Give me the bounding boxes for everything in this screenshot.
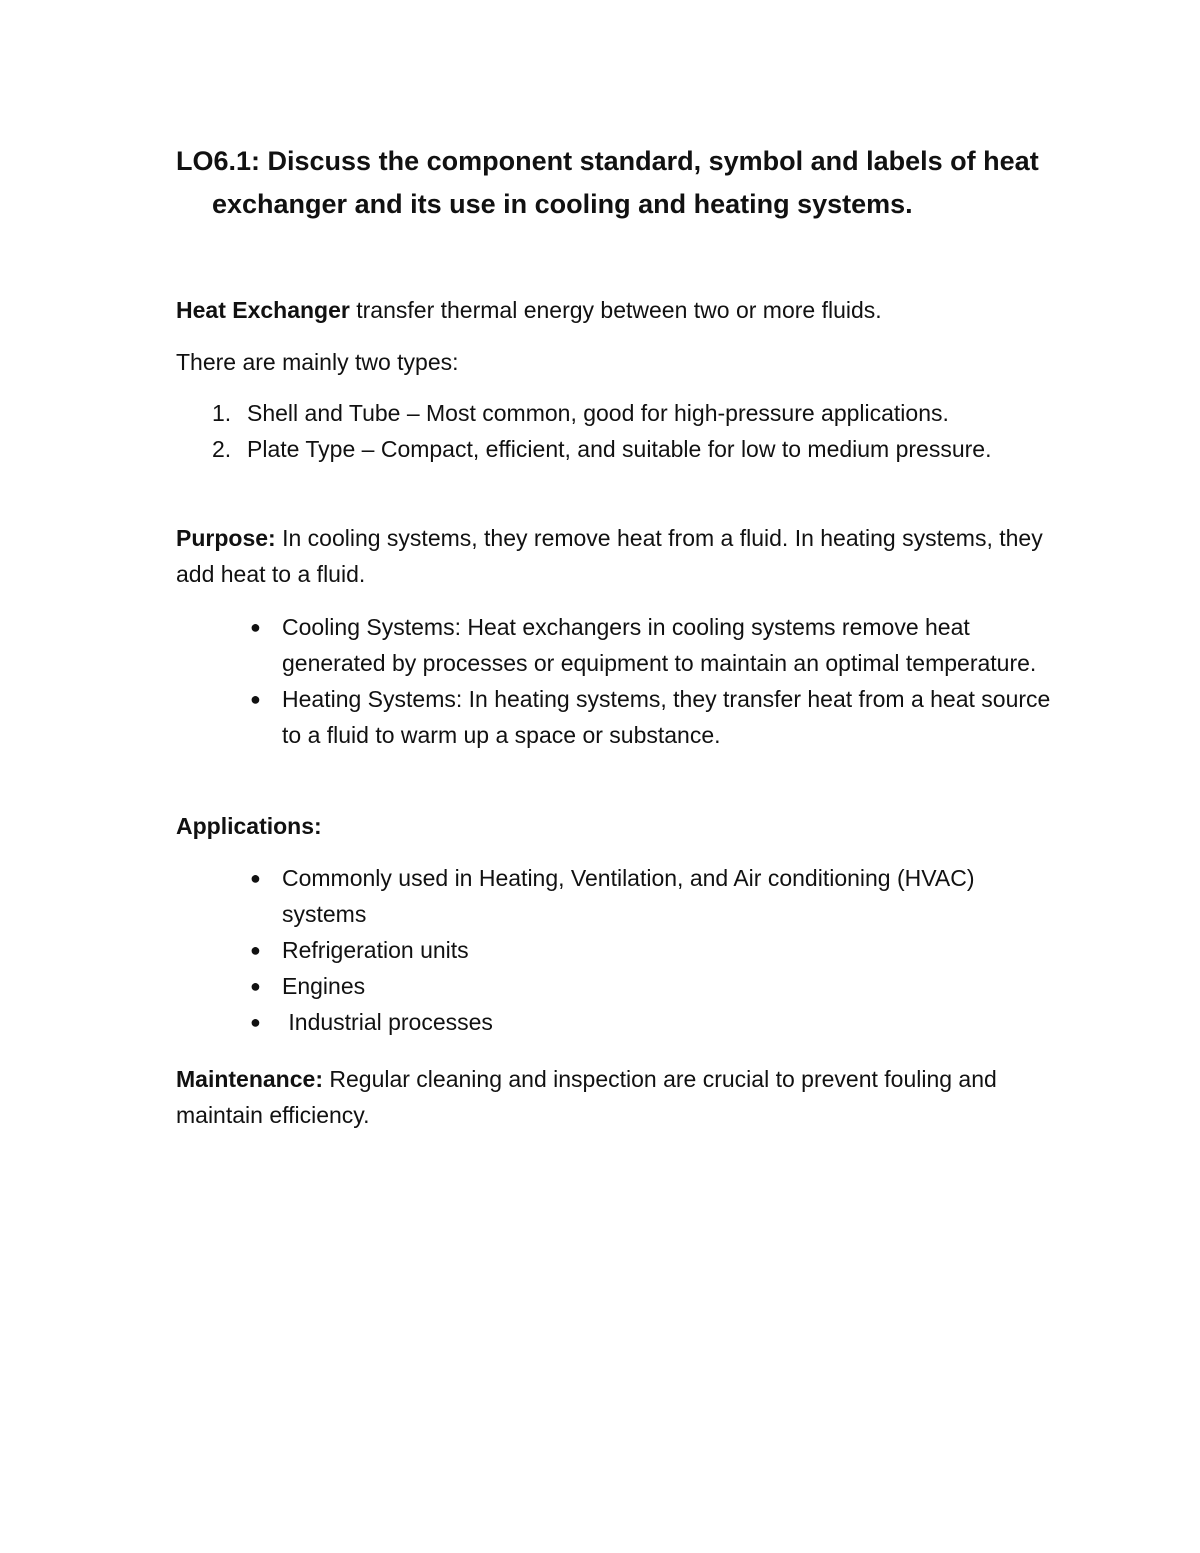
maintenance-text: Regular cleaning and inspection are crucial to prevent fouling and maintain efficiency. <box>176 1066 997 1128</box>
intro-text: transfer thermal energy between two or more fluids. <box>349 297 882 323</box>
intro-term: Heat Exchanger <box>176 297 350 323</box>
applications-heading <box>176 808 1076 844</box>
applications-list <box>176 860 1056 1040</box>
purpose-text: In cooling systems, they remove heat from a fluid. In heating systems, they add heat to a fluid. <box>176 525 1043 587</box>
list-item-text: Commonly used in Heating, Ventilation, and Air conditioning (HVAC) systems <box>282 865 975 927</box>
list-item <box>176 1004 1056 1040</box>
list-item-text: Engines <box>282 973 366 999</box>
types-lead: There are mainly two types: <box>176 349 459 375</box>
page-title: LO6.1: Discuss the component standard, symbol and labels of heat exchanger and its use in cooling and heating systems. <box>176 146 1039 219</box>
purpose-list <box>176 609 1056 753</box>
list-item <box>176 681 1056 753</box>
bullet-icon: ● <box>250 617 261 637</box>
list-item <box>176 395 1056 431</box>
maintenance-term: Maintenance: <box>176 1066 323 1092</box>
bullet-icon: ● <box>250 976 261 996</box>
bullet-icon: ● <box>250 1012 261 1032</box>
list-number: 1. <box>212 400 232 426</box>
list-item-text: Refrigeration units <box>282 937 469 963</box>
list-item-text: Plate Type – Compact, efficient, and suitable for low to medium pressure. <box>247 436 992 462</box>
list-item <box>176 860 1056 932</box>
list-item <box>176 932 1056 968</box>
purpose-term: Purpose: <box>176 525 276 551</box>
bullet-icon: ● <box>250 868 261 888</box>
list-item-text: Heating Systems: In heating systems, they transfer heat from a heat source to a fluid to warm up a space or substance. <box>282 686 1051 748</box>
list-item-text: Industrial processes <box>282 1009 493 1035</box>
list-item <box>176 609 1056 681</box>
types-list <box>176 395 1056 467</box>
list-item <box>176 968 1056 1004</box>
list-number: 2. <box>212 436 232 462</box>
list-item <box>176 431 1056 467</box>
maintenance-paragraph <box>176 1061 1076 1133</box>
intro-paragraph <box>176 292 1076 328</box>
bullet-icon: ● <box>250 689 261 709</box>
purpose-paragraph <box>176 520 1076 592</box>
list-item-text: Cooling Systems: Heat exchangers in cooling systems remove heat generated by processes or equipment to maintain an optimal temperature. <box>282 614 1037 676</box>
applications-term: Applications: <box>176 813 322 839</box>
list-item-text: Shell and Tube – Most common, good for high-pressure applications. <box>247 400 949 426</box>
bullet-icon: ● <box>250 940 261 960</box>
